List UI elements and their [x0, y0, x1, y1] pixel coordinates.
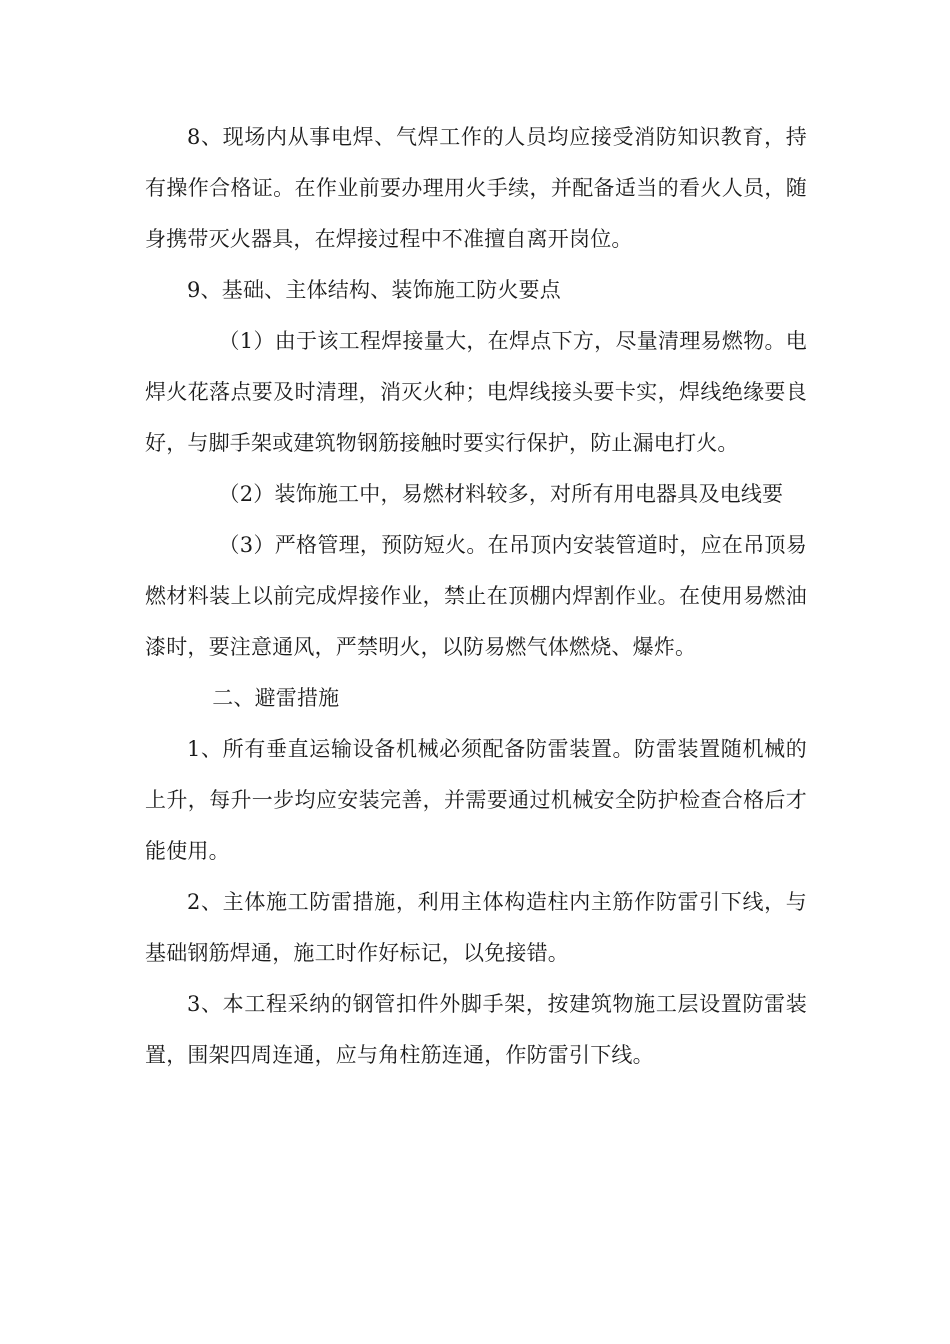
paragraph-welding-personnel: 8、现场内从事电焊、气焊工作的人员均应接受消防知识教育，持有操作合格证。在作业前要办理用火手续，并配备适当的看火人员，随身携带灭火器具，在焊接过程中不准擅自离开岗位。 — [145, 125, 807, 251]
paragraph-fire-prevention-heading: 9、基础、主体结构、装饰施工防火要点 — [187, 278, 561, 302]
paragraph-lightning-2: 2、主体施工防雷措施，利用主体构造柱内主筋作防雷引下线，与基础钢筋焊通，施工时作好标记，以免接错。 — [145, 890, 807, 965]
section-heading-lightning: 二、避雷措施 — [212, 686, 340, 710]
document-page — [145, 112, 807, 1081]
paragraph-lightning-3: 3、本工程采纳的钢管扣件外脚手架，按建筑物施工层设置防雷装置，围架四周连通，应与角柱筋连通，作防雷引下线。 — [145, 992, 807, 1067]
paragraph-item-3: （3）严格管理，预防短火。在吊顶内安装管道时，应在吊顶易燃材料装上以前完成焊接作业，禁止在顶棚内焊割作业。在使用易燃油漆时，要注意通风，严禁明火，以防易燃气体燃烧、爆炸。 — [145, 533, 807, 659]
paragraph-lightning-1: 1、所有垂直运输设备机械必须配备防雷装置。防雷装置随机械的上升，每升一步均应安装完善，并需要通过机械安全防护检查合格后才能使用。 — [145, 737, 807, 863]
paragraph-item-2: （2）装饰施工中，易燃材料较多，对所有用电器具及电线要 — [218, 482, 784, 506]
paragraph-item-1: （1）由于该工程焊接量大，在焊点下方，尽量清理易燃物。电焊火花落点要及时清理，消灭火种；电焊线接头要卡实，焊线绝缘要良好，与脚手架或建筑物钢筋接触时要实行保护，防止漏电打火。 — [145, 329, 807, 455]
